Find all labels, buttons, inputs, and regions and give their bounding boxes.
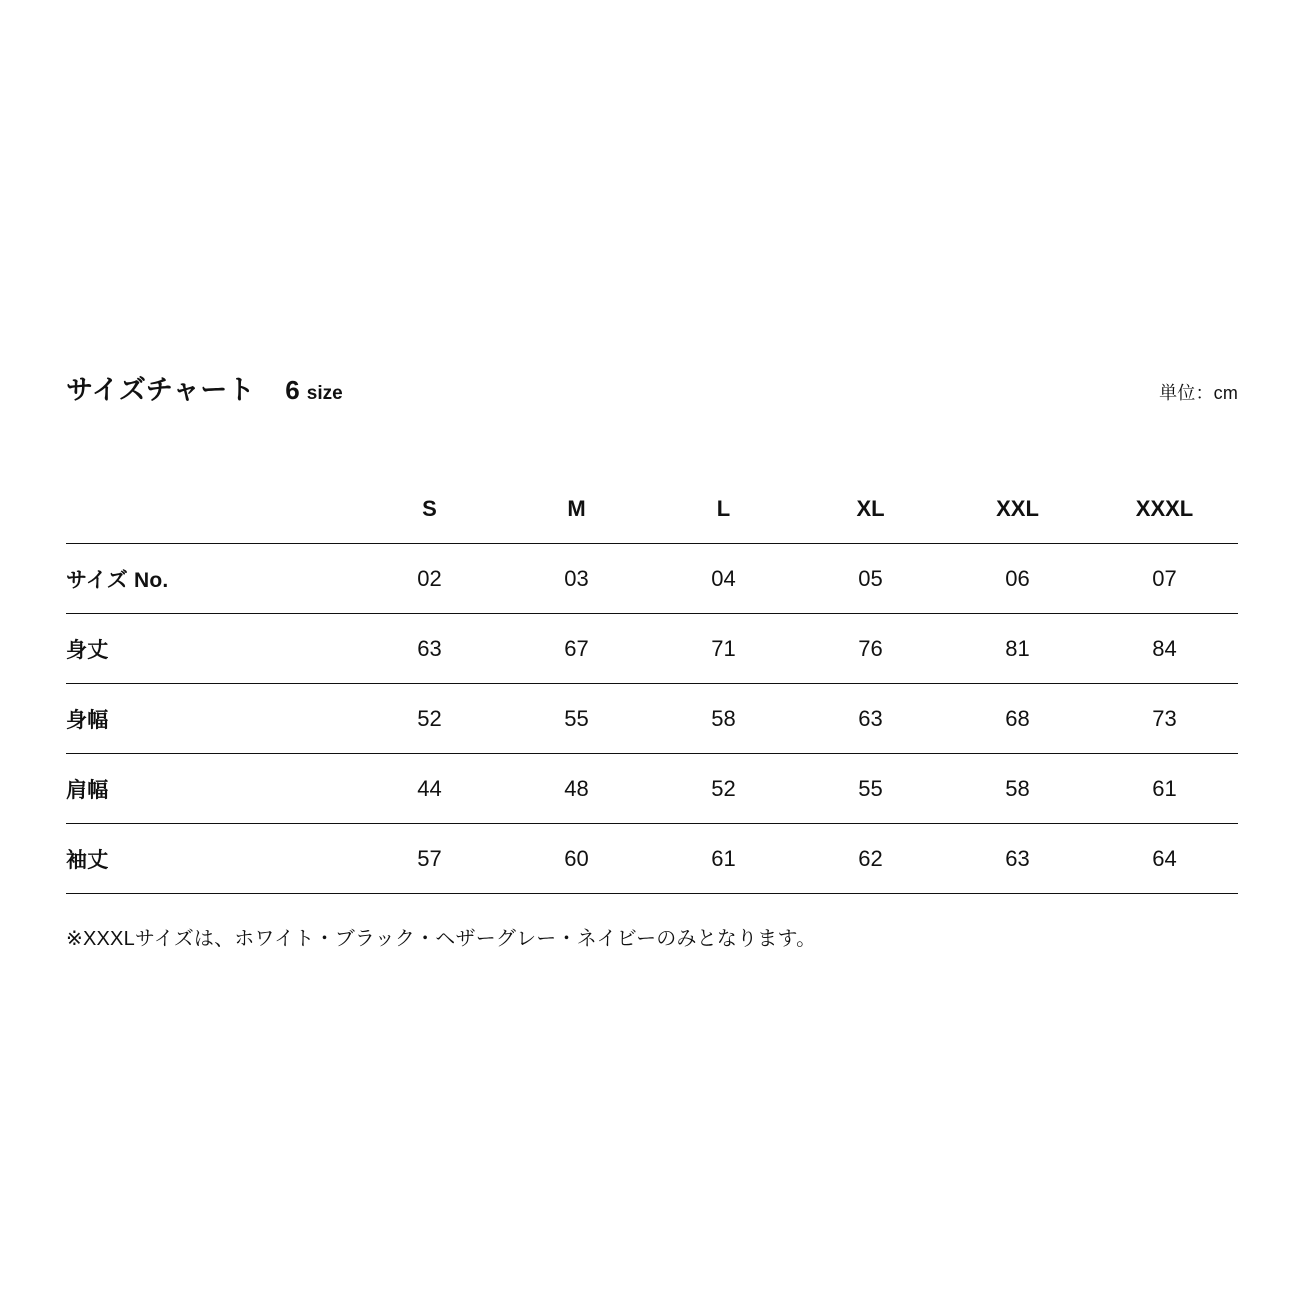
- column-header-label: [66, 474, 356, 544]
- unit-note: 単位：cm: [1159, 383, 1238, 403]
- cell-size-no-s: 02: [417, 565, 442, 591]
- cell-body-width-m: 55: [564, 705, 589, 731]
- cell-shoulder-width-l: 52: [711, 775, 736, 801]
- cell-shoulder-width-xxxl: 61: [1152, 775, 1177, 801]
- table-row: [66, 754, 1238, 824]
- cell-shoulder-width-m: 48: [564, 775, 589, 801]
- cell-size-no-xxxl: 07: [1152, 565, 1177, 591]
- chart-header: [66, 368, 1238, 412]
- cell-size-no-l: 04: [711, 565, 736, 591]
- column-header-xxxl: XXXL: [1135, 495, 1194, 521]
- footnote: ※XXXLサイズは、ホワイト・ブラック・ヘザーグレー・ネイビーのみとなります。: [66, 928, 817, 950]
- title-group: [66, 368, 343, 407]
- size-table-head: [66, 474, 1238, 544]
- row-label-size-no: サイズ No.: [66, 568, 169, 592]
- size-chart-block: [66, 368, 1238, 951]
- cell-size-no-m: 03: [564, 565, 589, 591]
- cell-body-width-s: 52: [417, 705, 442, 731]
- size-count: 6: [285, 375, 300, 405]
- row-label-sleeve-length: 袖丈: [66, 848, 109, 872]
- cell-body-length-xl: 76: [858, 635, 883, 661]
- row-label-body-width: 身幅: [66, 708, 109, 732]
- cell-sleeve-length-xl: 62: [858, 845, 883, 871]
- cell-body-width-xxxl: 73: [1152, 705, 1177, 731]
- table-row: [66, 824, 1238, 894]
- cell-body-length-l: 71: [711, 635, 736, 661]
- page-title: サイズチャート: [66, 375, 256, 405]
- table-header-row: [66, 474, 1238, 544]
- cell-sleeve-length-xxl: 63: [1005, 845, 1030, 871]
- table-row: [66, 544, 1238, 614]
- table-row: [66, 614, 1238, 684]
- cell-body-width-xl: 63: [858, 705, 883, 731]
- cell-body-length-m: 67: [564, 635, 589, 661]
- cell-shoulder-width-xl: 55: [858, 775, 883, 801]
- size-word: size: [306, 383, 343, 404]
- cell-size-no-xxl: 06: [1005, 565, 1030, 591]
- row-label-shoulder-width: 肩幅: [66, 778, 109, 802]
- cell-body-length-s: 63: [417, 635, 442, 661]
- cell-shoulder-width-s: 44: [417, 775, 442, 801]
- column-header-xl: XL: [856, 495, 885, 521]
- cell-sleeve-length-l: 61: [711, 845, 736, 871]
- row-label-body-length: 身丈: [66, 638, 109, 662]
- cell-sleeve-length-s: 57: [417, 845, 442, 871]
- cell-sleeve-length-m: 60: [564, 845, 589, 871]
- column-header-s: S: [422, 495, 437, 521]
- column-header-l: L: [716, 495, 731, 521]
- column-header-xxl: XXL: [996, 495, 1039, 521]
- cell-body-width-xxl: 68: [1005, 705, 1030, 731]
- cell-body-length-xxl: 81: [1005, 635, 1030, 661]
- cell-size-no-xl: 05: [858, 565, 883, 591]
- cell-body-width-l: 58: [711, 705, 736, 731]
- column-header-m: M: [567, 495, 586, 521]
- table-row: [66, 684, 1238, 754]
- cell-shoulder-width-xxl: 58: [1005, 775, 1030, 801]
- size-table: [66, 474, 1238, 894]
- cell-sleeve-length-xxxl: 64: [1152, 845, 1177, 871]
- size-table-body: [66, 544, 1238, 894]
- cell-body-length-xxxl: 84: [1152, 635, 1177, 661]
